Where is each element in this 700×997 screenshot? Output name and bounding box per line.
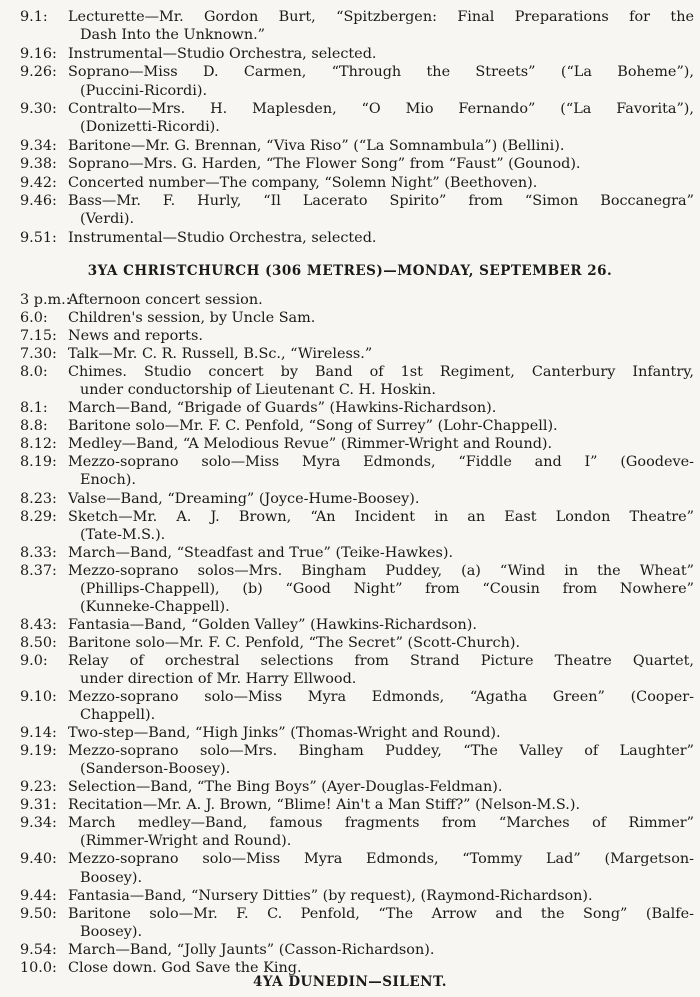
programme-entry: [0, 652, 700, 670]
programme-entry: [0, 850, 700, 868]
programme-entry: [0, 616, 700, 634]
programme-entry: [0, 417, 700, 435]
programme-entry: [0, 435, 700, 453]
entry-time: 8.23:: [20, 490, 57, 507]
entry-text: Dash Into the Unknown.”: [80, 27, 266, 44]
programme-entry-continuation: [0, 118, 700, 136]
entry-text: News and reports.: [68, 328, 203, 345]
entry-text: March—Band, “Brigade of Guards” (Hawkins-Richardson).: [68, 400, 497, 417]
entry-time: 9.10:: [20, 689, 57, 706]
entry-time: 9.51:: [20, 229, 57, 246]
entry-time: 9.42:: [20, 174, 57, 191]
entry-time: 10.0:: [20, 959, 57, 976]
entry-text: (Verdi).: [80, 211, 135, 228]
entry-text: Instrumental—Studio Orchestra, selected.: [68, 45, 377, 62]
entry-text: Selection—Band, “The Bing Boys” (Ayer-Douglas-Feldman).: [68, 779, 503, 796]
entry-text: Relay of orchestral selections from Strand Picture Theatre Quartet,: [68, 652, 694, 669]
entry-text: Baritone solo—Mr. F. C. Penfold, “Song of Surrey” (Lohr-Chappell).: [68, 418, 558, 435]
entry-text: (Sanderson-Boosey).: [80, 761, 231, 778]
christchurch-programme-list: [0, 291, 700, 977]
entry-text: Enoch).: [80, 472, 136, 489]
programme-entry-continuation: [0, 210, 700, 228]
entry-text: Concerted number—The company, “Solemn Night” (Beethoven).: [68, 174, 538, 191]
entry-text: Mezzo-soprano solo—Miss Myra Edmonds, “Tommy Lad” (Margetson-: [68, 851, 694, 868]
programme-entry: [0, 363, 700, 381]
entry-text: Medley—Band, “A Melodious Revue” (Rimmer-Wright and Round).: [68, 436, 553, 453]
entry-text: Lecturette—Mr. Gordon Burt, “Spitzbergen: Final Preparations for the: [68, 9, 694, 25]
programme-entry: [0, 155, 700, 173]
entry-text: Contralto—Mrs. H. Maplesden, “O Mio Fernando” (“La Favorita”),: [68, 100, 694, 117]
entry-text: Soprano—Mrs. G. Harden, “The Flower Song” from “Faust” (Gounod).: [68, 156, 581, 173]
entry-text: Mezzo-soprano solos—Mrs. Bingham Puddey, (a) “Wind in the Wheat”: [68, 562, 694, 579]
programme-entry: [0, 291, 700, 309]
entry-text: (Phillips-Chappell), (b) “Good Night” from “Cousin from Nowhere”: [80, 580, 694, 597]
entry-text: under conductorship of Lieutenant C. H. Hoskin.: [80, 382, 437, 399]
programme-entry: [0, 345, 700, 363]
entry-text: Two-step—Band, “High Jinks” (Thomas-Wright and Round).: [68, 725, 501, 742]
entry-time: 9.44:: [20, 887, 57, 904]
entry-time: 8.0:: [20, 364, 48, 381]
programme-entry: [0, 724, 700, 742]
entry-time: 8.8:: [20, 418, 48, 435]
programme-entry: [0, 778, 700, 796]
programme-entry: [0, 544, 700, 562]
entry-text: Instrumental—Studio Orchestra, selected.: [68, 229, 377, 246]
entry-text: Mezzo-soprano solo—Mrs. Bingham Puddey, “The Valley of Laughter”: [68, 743, 694, 760]
entry-time: 9.40:: [20, 851, 57, 868]
programme-entry: [0, 688, 700, 706]
programme-entry-continuation: [0, 706, 700, 724]
entry-time: 8.33:: [20, 544, 57, 561]
programme-entry-continuation: [0, 471, 700, 489]
programme-entry-continuation: [0, 670, 700, 688]
entry-time: 9.34:: [20, 815, 57, 832]
entry-time: 8.50:: [20, 634, 57, 651]
programme-entry-continuation: [0, 526, 700, 544]
entry-time: 9.26:: [20, 64, 57, 81]
entry-text: Boosey).: [80, 869, 143, 886]
entry-text: March—Band, “Steadfast and True” (Teike-Hawkes).: [68, 544, 454, 561]
programme-entry: [0, 508, 700, 526]
programme-entry-continuation: [0, 580, 700, 598]
programme-entry-continuation: [0, 598, 700, 616]
programme-entry-continuation: [0, 82, 700, 100]
entry-text: (Rimmer-Wright and Round).: [80, 833, 292, 850]
entry-time: 7.15:: [20, 328, 57, 345]
entry-time: 9.34:: [20, 137, 57, 154]
programme-entry: [0, 63, 700, 81]
entry-text: (Kunneke-Chappell).: [80, 598, 230, 615]
entry-time: 8.29:: [20, 508, 57, 525]
entry-text: Talk—Mr. C. R. Russell, B.Sc., “Wireless.”: [68, 346, 373, 363]
programme-entry: [0, 814, 700, 832]
programme-entry: [0, 887, 700, 905]
entry-text: under direction of Mr. Harry Ellwood.: [80, 670, 357, 687]
entry-text: Bass—Mr. F. Hurly, “Il Lacerato Spirito” from “Simon Boccanegra”: [68, 192, 694, 209]
programme-entry: [0, 941, 700, 959]
entry-text: Valse—Band, “Dreaming” (Joyce-Hume-Boosey).: [68, 490, 420, 507]
programme-entry: [0, 137, 700, 155]
programme-entry-continuation: [0, 923, 700, 941]
programme-entry: [0, 905, 700, 923]
programme-entry-continuation: [0, 760, 700, 778]
entry-text: Fantasia—Band, “Golden Valley” (Hawkins-Richardson).: [68, 616, 477, 633]
programme-entry: [0, 174, 700, 192]
programme-entry-continuation: [0, 26, 700, 44]
entry-time: 9.14:: [20, 725, 57, 742]
entry-time: 3 p.m.:: [20, 292, 71, 308]
programme-entry: [0, 453, 700, 471]
programme-entry: [0, 45, 700, 63]
entry-text: Boosey).: [80, 923, 143, 940]
programme-entry: [0, 309, 700, 327]
entry-text: Close down. God Save the King.: [68, 959, 302, 976]
entry-time: 9.50:: [20, 905, 57, 922]
programme-entry: [0, 634, 700, 652]
programme-entry: [0, 229, 700, 247]
christchurch-heading: 3YA CHRISTCHURCH (306 METRES)—MONDAY, SEPTEMBER 26.: [87, 263, 613, 279]
entry-time: 9.0:: [20, 652, 48, 669]
programme-entry: [0, 100, 700, 118]
entry-text: (Donizetti-Ricordi).: [80, 119, 220, 136]
wellington-programme-list: [0, 8, 700, 247]
entry-text: Baritone solo—Mr. F. C. Penfold, “The Secret” (Scott-Church).: [68, 634, 521, 651]
programme-entry: [0, 327, 700, 345]
entry-text: Baritone solo—Mr. F. C. Penfold, “The Arrow and the Song” (Balfe-: [68, 905, 694, 922]
programme-entry-continuation: [0, 381, 700, 399]
programme-entry-continuation: [0, 832, 700, 850]
programme-entry: [0, 399, 700, 417]
entry-time: 9.23:: [20, 779, 57, 796]
programme-entry: [0, 490, 700, 508]
programme-entry: [0, 562, 700, 580]
entry-time: 7.30:: [20, 346, 57, 363]
programme-entry-continuation: [0, 869, 700, 887]
programme-entry: [0, 796, 700, 814]
entry-text: Chappell).: [80, 707, 156, 724]
entry-time: 8.19:: [20, 454, 57, 471]
entry-text: March—Band, “Jolly Jaunts” (Casson-Richardson).: [68, 941, 435, 958]
entry-text: Mezzo-soprano solo—Miss Myra Edmonds, “Agatha Green” (Cooper-: [68, 689, 694, 706]
entry-time: 8.1:: [20, 400, 48, 417]
entry-text: Fantasia—Band, “Nursery Ditties” (by request), (Raymond-Richardson).: [68, 887, 593, 904]
entry-text: (Puccini-Ricordi).: [80, 82, 208, 99]
entry-text: March medley—Band, famous fragments from “Marches of Rimmer”: [68, 815, 694, 832]
entry-time: 8.37:: [20, 562, 57, 579]
entry-time: 9.46:: [20, 192, 57, 209]
entry-time: 9.1:: [20, 9, 48, 25]
entry-time: 6.0:: [20, 310, 48, 327]
entry-text: (Tate-M.S.).: [80, 526, 166, 543]
entry-time: 9.38:: [20, 156, 57, 173]
entry-text: Sketch—Mr. A. J. Brown, “An Incident in an East London Theatre”: [68, 508, 694, 525]
programme-entry: [0, 192, 700, 210]
dunedin-heading: 4YA DUNEDIN—SILENT.: [252, 974, 447, 990]
programme-entry: [0, 742, 700, 760]
entry-text: Afternoon concert session.: [68, 292, 263, 308]
entry-time: 9.30:: [20, 100, 57, 117]
entry-time: 9.19:: [20, 743, 57, 760]
entry-text: Soprano—Miss D. Carmen, “Through the Streets” (“La Boheme”),: [68, 64, 694, 81]
entry-time: 8.43:: [20, 616, 57, 633]
entry-text: Mezzo-soprano solo—Miss Myra Edmonds, “Fiddle and I” (Goodeve-: [68, 454, 694, 471]
entry-time: 9.31:: [20, 797, 57, 814]
entry-text: Recitation—Mr. A. J. Brown, “Blime! Ain't a Man Stiff?” (Nelson-M.S.).: [68, 797, 581, 814]
entry-time: 9.16:: [20, 45, 57, 62]
entry-text: Children's session, by Uncle Sam.: [68, 310, 316, 327]
entry-text: Baritone—Mr. G. Brennan, “Viva Riso” (“La Somnambula”) (Bellini).: [68, 137, 565, 154]
programme-entry: [0, 8, 700, 26]
entry-text: Chimes. Studio concert by Band of 1st Regiment, Canterbury Infantry,: [68, 364, 694, 381]
entry-time: 8.12:: [20, 436, 57, 453]
entry-time: 9.54:: [20, 941, 57, 958]
